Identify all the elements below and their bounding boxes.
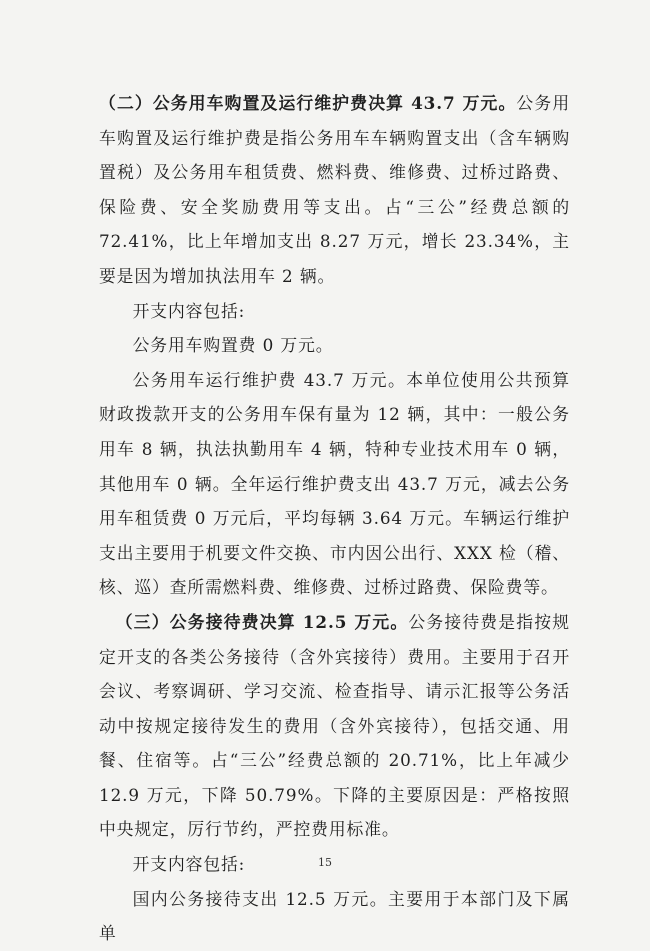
paragraph-vehicle-maintenance: 公务用车运行维护费 43.7 万元。本单位使用公共预算财政拨款开支的公务用车保有量为 12 辆，其中：一般公务用车 8 辆，执法执勤用车 4 辆，特种专业技术用车 0 辆，其他用车 0 辆。全年运行维护费支出 43.7 万元，减去公务用车租赁费 0 万元后，平均每辆 3.64 万元。车辆运行维护支出主要用于机要文件交换、市内因公出行、XXX 检（稽、核、巡）查所需燃料费、维修费、过桥过路费、保险费等。 xyxy=(99,369,570,598)
paragraph-domestic-reception: 国内公务接待支出 12.5 万元。主要用于本部门及下属单 xyxy=(99,888,570,944)
body-reception-costs: 公务接待费是指按规定开支的各类公务接待（含外宾接待）费用。主要用于召开会议、考察调研、学习交流、检查指导、请示汇报等公务活动中按规定接待发生的费用（含外宾接待），包括交通、用餐、住宿等。占“三公”经费总额的 20.71%，比上年减少 12.9 万元，下降 50.79%。下降的主要原因是：严格按照中央规定，厉行节约，严控费用标准。 xyxy=(99,611,570,840)
paragraph-expense-items-1: 开支内容包括: xyxy=(132,300,246,321)
paragraph-vehicle-purchase: 公务用车购置费 0 万元。 xyxy=(132,335,334,356)
heading-reception-costs: （三）公务接待费决算 12.5 万元。 xyxy=(115,611,409,632)
body-vehicle-costs: 公务用车购置及运行维护费是指公务用车车辆购置支出（含车辆购置税）及公务用车租赁费、燃料费、维修费、过桥过路费、保险费、安全奖励费用等支出。占“三公”经费总额的 72.41%，比上年增加支出 8.27 万元，增长 23.34%，主要是因为增加执法用车 2 辆。 xyxy=(99,93,570,286)
paragraph-expense-items-2: 开支内容包括: xyxy=(132,854,246,875)
paragraph-reception-costs xyxy=(99,605,570,847)
heading-vehicle-costs: （二）公务用车购置及运行维护费决算 43.7 万元。 xyxy=(99,93,517,113)
page-number: 15 xyxy=(318,856,332,869)
paragraph-vehicle-costs xyxy=(99,86,570,294)
